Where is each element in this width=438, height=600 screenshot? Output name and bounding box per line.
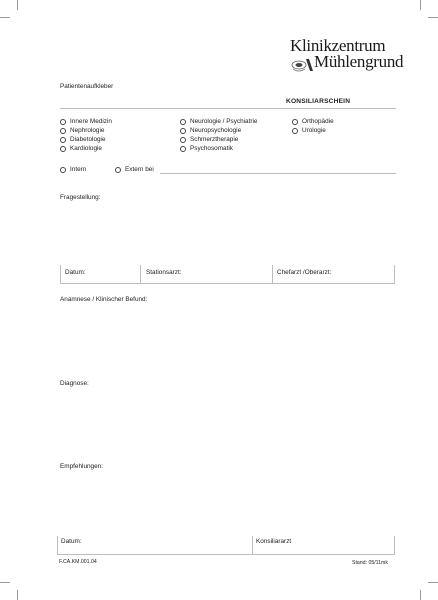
radio-icon (60, 146, 66, 152)
mill-wheel-icon (291, 55, 315, 75)
checkbox-psychosomatik[interactable]: Psychosomatik (180, 145, 233, 152)
konsiliararzt-label: Konsiliararzt (256, 538, 292, 545)
checkbox-kardiologie[interactable]: Kardiologie (60, 145, 102, 152)
signature-row1-bottom-line (60, 283, 395, 284)
signature-row1-divider-2 (272, 265, 273, 283)
signature-row2-left-border (57, 536, 58, 554)
datum-label-1: Datum: (65, 269, 86, 276)
signature-row1-divider-1 (140, 265, 141, 283)
radio-icon (292, 119, 298, 125)
radio-icon (180, 128, 186, 134)
fragestellung-label: Fragestellung: (60, 194, 101, 201)
checkbox-diabetologie[interactable]: Diabetologie (60, 136, 106, 143)
radio-icon (60, 137, 66, 143)
signature-row2-right-border (394, 536, 395, 554)
radio-icon (180, 146, 186, 152)
checkbox-innere-medizin[interactable]: Innere Medizin (60, 118, 112, 125)
checkbox-neurologie-psychiatrie[interactable]: Neurologie / Psychiatrie (180, 118, 258, 125)
chefarzt-label: Chefarzt /Oberarzt: (277, 269, 332, 276)
crop-mark-bottom-left-h (0, 582, 10, 583)
radio-icon (60, 119, 66, 125)
crop-mark-bottom-left (17, 590, 18, 600)
form-code: F.CA.KM.001.04 (59, 559, 97, 565)
signature-row1-right-border (394, 265, 395, 283)
crop-mark-bottom-right-h (428, 582, 438, 583)
extern-input-line[interactable] (160, 173, 396, 174)
checkbox-intern[interactable]: Intern (60, 166, 86, 173)
stationsarzt-label: Stationsarzt: (146, 269, 182, 276)
diagnose-label: Diagnose: (60, 380, 89, 387)
empfehlungen-label: Empfehlungen: (60, 463, 103, 470)
crop-mark-top-right (420, 0, 421, 10)
checkbox-extern[interactable]: Extern bei (115, 166, 154, 173)
checkbox-orthopaedie[interactable]: Orthopädie (292, 118, 334, 125)
checkbox-nephrologie[interactable]: Nephrologie (60, 127, 104, 134)
radio-icon (60, 167, 66, 173)
signature-row2-bottom-line (57, 554, 395, 555)
signature-row2-divider (252, 536, 253, 554)
radio-icon (180, 137, 186, 143)
stand-date: Stand: 05/11mk (352, 560, 388, 566)
logo-text-line1: Klinikzentrum (290, 36, 386, 55)
checkbox-schmerztherapie[interactable]: Schmerztherapie (180, 136, 238, 143)
title-divider (60, 108, 396, 109)
radio-icon (60, 128, 66, 134)
logo-text-line2: Mühlengrund (314, 52, 404, 71)
radio-icon (180, 119, 186, 125)
datum-label-2: Datum: (61, 538, 82, 545)
checkbox-neuropsychologie[interactable]: Neuropsychologie (180, 127, 241, 134)
checkbox-urologie[interactable]: Urologie (292, 127, 326, 134)
form-title: KONSILIARSCHEIN (286, 98, 351, 105)
radio-icon (115, 167, 121, 173)
crop-mark-top-right-h (428, 17, 438, 18)
radio-icon (292, 128, 298, 134)
crop-mark-top-left (17, 0, 18, 10)
anamnese-label: Anamnese / Klinischer Befund: (60, 296, 148, 303)
crop-mark-bottom-right (420, 590, 421, 600)
signature-row1-left-border (60, 265, 61, 283)
crop-mark-top-left-h (0, 17, 10, 18)
patient-sticker-label: Patientenaufkleber (60, 83, 114, 90)
